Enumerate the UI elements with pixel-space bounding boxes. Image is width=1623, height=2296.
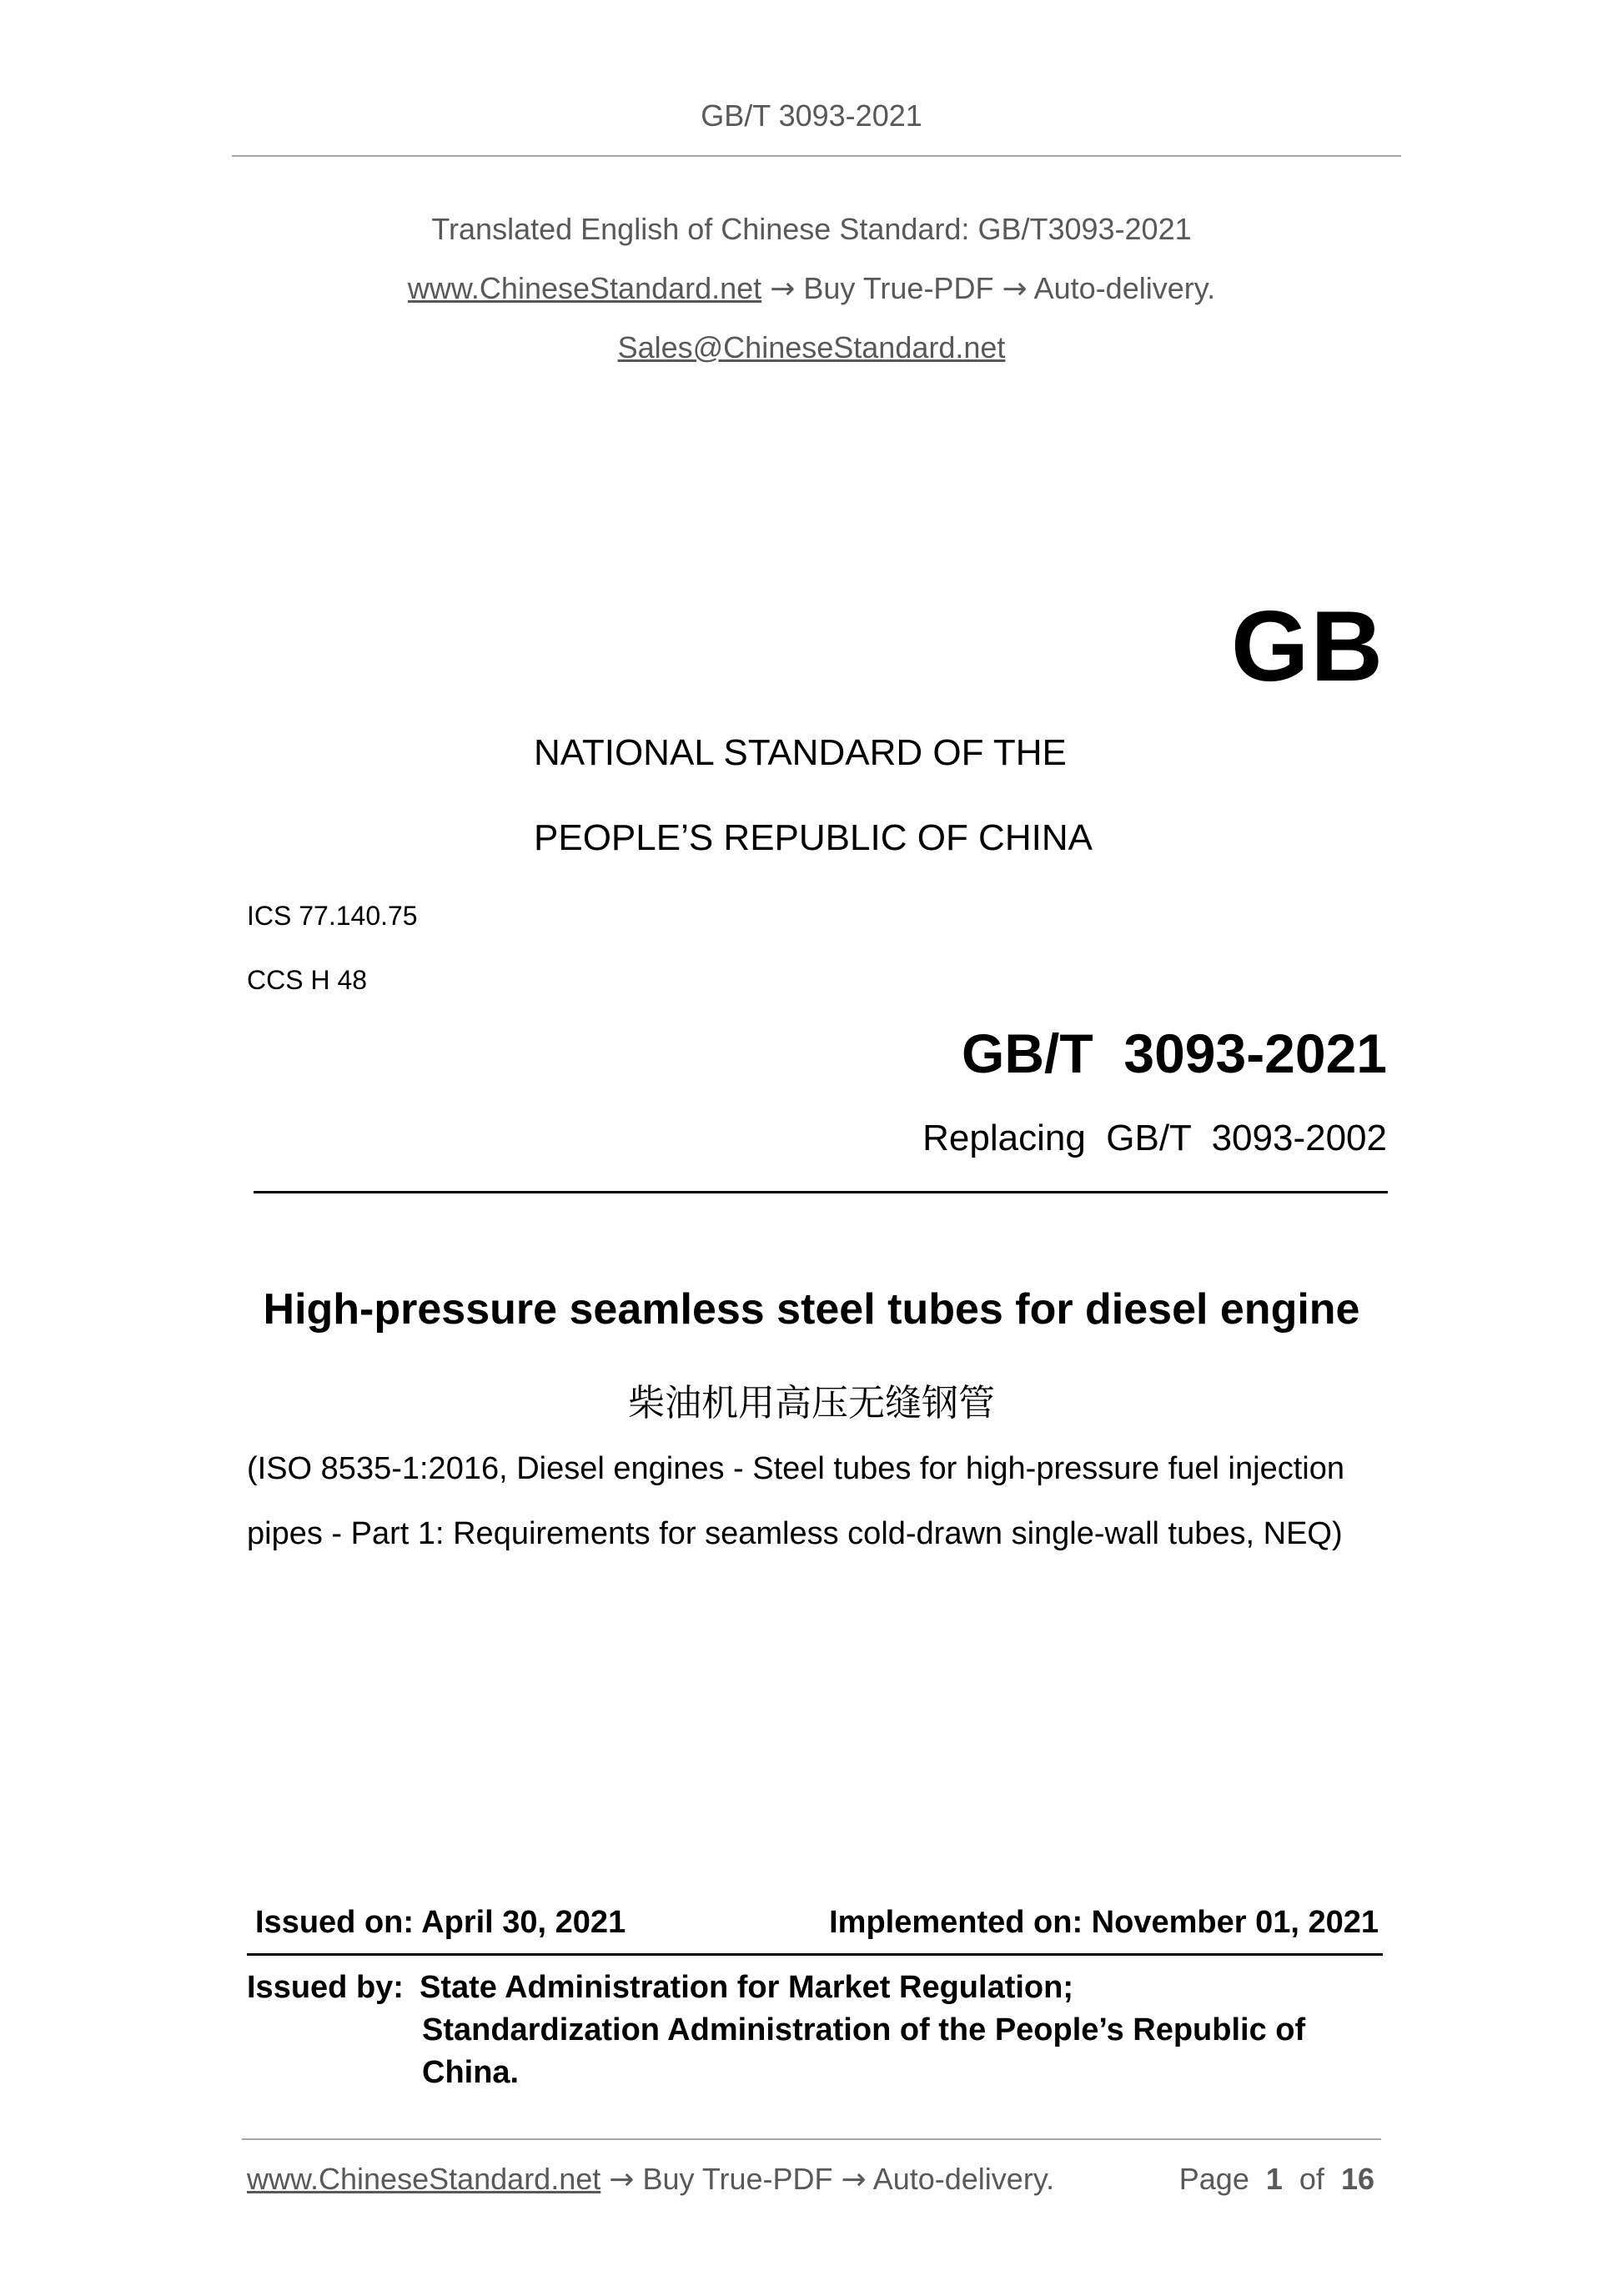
dates-divider bbox=[247, 1953, 1383, 1956]
ccs-code: CCS H 48 bbox=[247, 965, 368, 995]
footer-buy-true-pdf-text: Buy True-PDF bbox=[642, 2162, 833, 2196]
issuer-samr: State Administration for Market Regulation; bbox=[420, 1970, 1073, 2005]
arrow-right-icon: → bbox=[609, 2163, 635, 2197]
replacing-standard: Replacing GB/T 3093-2002 bbox=[922, 1118, 1387, 1158]
page-total: 16 bbox=[1340, 2162, 1374, 2196]
issuer-sac-line1: Standardization Administration of the People’s Republic of bbox=[422, 2012, 1306, 2047]
buy-true-pdf-text: Buy True-PDF bbox=[803, 271, 994, 305]
national-standard-line1: NATIONAL STANDARD OF THE bbox=[534, 732, 1067, 773]
issued-by-label: Issued by: bbox=[247, 1970, 404, 2005]
of-label: of bbox=[1299, 2162, 1324, 2196]
header-divider bbox=[232, 155, 1401, 157]
ics-code: ICS 77.140.75 bbox=[247, 901, 418, 931]
document-title-en: High-pressure seamless steel tubes for diesel engine bbox=[263, 1285, 1360, 1334]
page-label: Page bbox=[1178, 2162, 1249, 2196]
arrow-right-icon: → bbox=[770, 272, 796, 306]
footer-divider bbox=[242, 2138, 1381, 2140]
promo-line-email bbox=[0, 330, 1623, 365]
gb-logo-mark: GB bbox=[1231, 590, 1384, 702]
footer-auto-delivery-text: Auto-delivery. bbox=[872, 2162, 1055, 2196]
running-title: GB/T 3093-2021 bbox=[701, 98, 922, 133]
running-header bbox=[0, 98, 1623, 133]
equivalence-line1: (ISO 8535-1:2016, Diesel engines - Steel tubes for high-pressure fuel injection bbox=[247, 1451, 1344, 1486]
standard-number-divider bbox=[254, 1191, 1388, 1193]
auto-delivery-text: Auto-delivery. bbox=[1033, 271, 1216, 305]
implemented-on-date: Implemented on: November 01, 2021 bbox=[829, 1905, 1379, 1940]
page-indicator bbox=[1179, 2162, 1374, 2197]
footer-site-link[interactable]: www.ChineseStandard.net bbox=[247, 2162, 601, 2196]
footer-buy-line bbox=[247, 2162, 1054, 2197]
national-standard-line2: PEOPLE’S REPUBLIC OF CHINA bbox=[534, 817, 1093, 858]
arrow-right-icon: → bbox=[1002, 272, 1028, 306]
promo-line-translation: Translated English of Chinese Standard: GB/T3093-2021 bbox=[431, 212, 1192, 246]
promo-line-buy bbox=[0, 271, 1623, 306]
site-link[interactable]: www.ChineseStandard.net bbox=[407, 271, 762, 305]
equivalence-line2: pipes - Part 1: Requirements for seamless cold-drawn single-wall tubes, NEQ) bbox=[247, 1516, 1343, 1551]
page-number: 1 bbox=[1265, 2162, 1283, 2196]
document-title-zh: 柴油机用高压无缝钢管 bbox=[628, 1382, 995, 1424]
arrow-right-icon: → bbox=[841, 2163, 867, 2197]
issued-on-date: Issued on: April 30, 2021 bbox=[255, 1905, 626, 1940]
sales-email-link[interactable]: Sales@ChineseStandard.net bbox=[617, 330, 1006, 364]
issuer-sac-line2: China. bbox=[422, 2055, 520, 2090]
standard-number: GB/T 3093-2021 bbox=[962, 1022, 1387, 1084]
